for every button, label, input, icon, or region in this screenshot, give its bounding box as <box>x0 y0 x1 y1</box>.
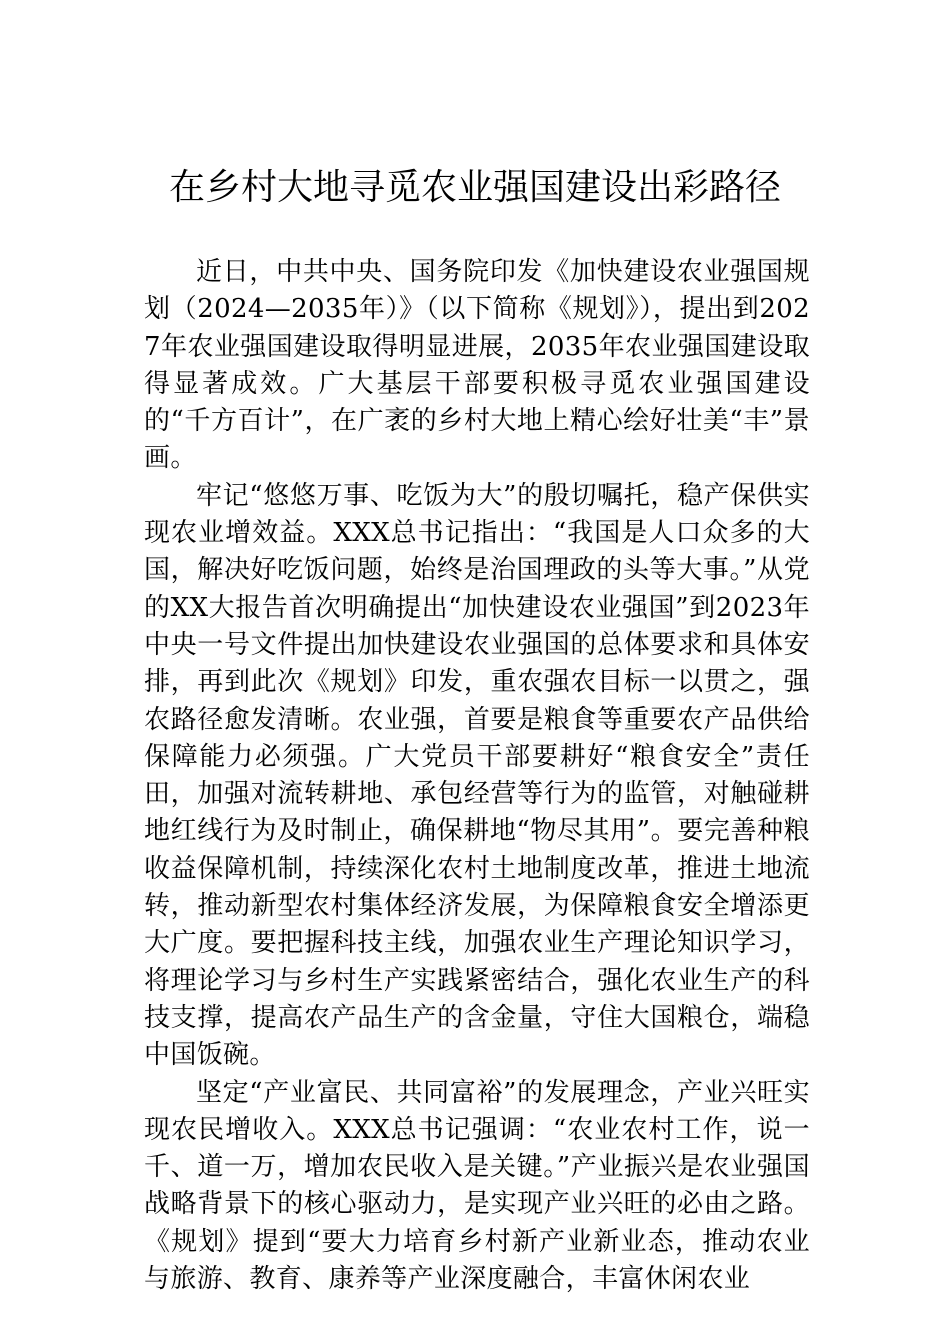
paragraph-food-security: 牢记“悠悠万事、吃饭为大”的殷切嘱托，稳产保供实现农业增效益。XXX总书记指出：“我国是人口众多的大国，解决好吃饭问题，始终是治国理政的头等大事。”从党的XX大报告首次明确提出“加快建设农业强国”到2023年中央一号文件提出加快建设农业强国的总体要求和具体安排，再到此次《规划》印发，重农强农目标一以贯之，强农路径愈发清晰。农业强，首要是粮食等重要农产品供给保障能力必须强。广大党员干部要耕好“粮食安全”责任田，加强对流转耕地、承包经营等行为的监管，对触碰耕地红线行为及时制止，确保耕地“物尽其用”。要完善种粮收益保障机制，持续深化农村土地制度改革，推进土地流转，推动新型农村集体经济发展，为保障粮食安全增添更大广度。要把握科技主线，加强农业生产理论知识学习，将理论学习与乡村生产实践紧密结合，强化农业生产的科技支撑，提高农产品生产的含金量，守住大国粮仓，端稳中国饭碗。 <box>144 480 810 1071</box>
paragraph-industry: 坚定“产业富民、共同富裕”的发展理念，产业兴旺实现农民增收入。XXX总书记强调：“农业农村工作，说一千、道一万，增加农民收入是关键。”产业振兴是农业强国战略背景下的核心驱动力，是实现产业兴旺的必由之路。《规划》提到“要大力培育乡村新产业新业态，推动农业与旅游、教育、康养等产业深度融合，丰富休闲农业 <box>144 1077 810 1295</box>
document-body <box>144 254 810 1298</box>
paragraph-intro: 近日，中共中央、国务院印发《加快建设农业强国规划（2024—2035年）》（以下简称《规划》），提出到2027年农业强国建设取得明显进展，2035年农业强国建设取得显著成效。广大基层干部要积极寻觅农业强国建设的“千方百计”，在广袤的乡村大地上精心绘好壮美“丰”景画。 <box>144 257 810 474</box>
document-title: 在乡村大地寻觅农业强国建设出彩路径 <box>168 167 781 208</box>
